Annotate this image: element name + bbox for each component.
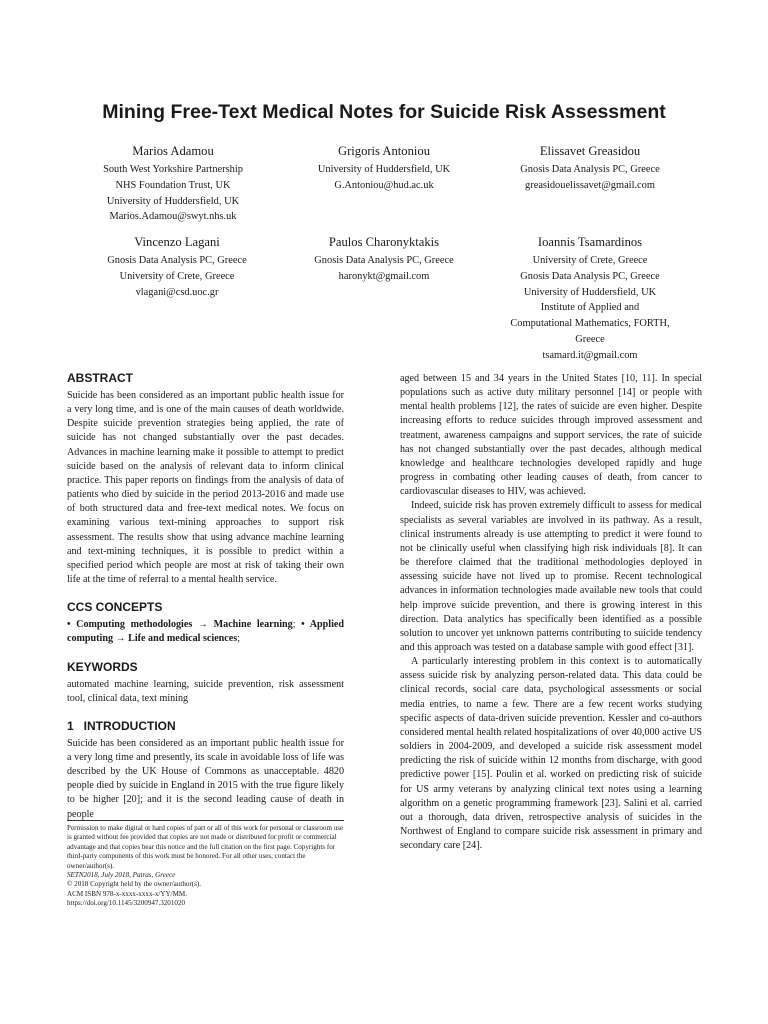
doi-link[interactable]: https://doi.org/10.1145/3200947.3201020 (67, 899, 186, 908)
keywords-heading: KEYWORDS (67, 659, 138, 674)
author-block (57, 233, 297, 300)
author-name: Ioannis Tsamardinos (537, 235, 643, 249)
author-affiliation: Gnosis Data Analysis PC, Greece (520, 270, 660, 282)
author-affiliation: University of Crete, Greece (532, 255, 648, 266)
ccs-heading: CCS CONCEPTS (67, 600, 163, 615)
abstract-heading: ABSTRACT (67, 371, 133, 385)
left-column (67, 370, 344, 822)
intro-paragraph: Indeed, suicide risk has proven extremely difficult to assess for medical specialists as several variables are involved in its pathway. As a result, clinical instruments already is use attempting to predict it were found to not be clinically useful when classifying high risk individuals [8]. It can be therefore claimed that the traditional methodologies deployed in assessing suicide have not lived up to promise. Recent technological advances in information technologies made available new tools that could help improve suicide prevention, and there is growing interest in this direction. Data analytics has specifically been identified as a possible solution to uncover yet unknown patterns contributing to suicide tendency and this approach was tested on a database sample with good effect [31]. (400, 500, 702, 653)
right-column (400, 372, 702, 853)
isbn-line: ACM ISBN 978-x-xxxx-xxxx-x/YY/MM. (67, 889, 188, 898)
introduction-text: Suicide has been considered as an important public health issue for a very long time and presently, its scale in avoidable loss of life was described by the UK House of Commons as unacceptable. 4820 people died by suicide in England in 2015 with the true figure likely to be higher [20]; and it is the second leading cause of death in people (67, 737, 344, 820)
author-block (470, 142, 710, 194)
author-name: Marios Adamou (132, 144, 214, 158)
author-affiliation: Computational Mathematics, FORTH, (510, 318, 670, 330)
ccs-concept-1: • Computing methodologies → Machine learning (67, 619, 293, 631)
ccs-end: ; (237, 633, 240, 645)
author-name: Elissavet Greasidou (539, 144, 641, 158)
author-name: Paulos Charonyktakis (328, 235, 440, 249)
ccs-concepts (67, 618, 344, 646)
author-email: G.Antoniou@hud.ac.uk (334, 179, 434, 191)
permission-notice: Permission to make digital or hard copies of part or all of this work for personal or classroom use is granted without fee provided that copies are not made or distributed for profit or commercial advantage and that copies bear this notice and the full citation on the first page. Copyrights for third-party components of this work must be honored. For all other uses, contact the owner/author(s). (67, 824, 344, 870)
author-affiliation: Gnosis Data Analysis PC, Greece (520, 164, 660, 175)
author-affiliation: Greece (575, 333, 605, 345)
author-affiliation: Gnosis Data Analysis PC, Greece (107, 255, 247, 266)
keywords-text: automated machine learning, suicide prevention, risk assessment tool, clinical data, text mining (67, 678, 344, 704)
ccs-concept-2: • Applied computing → Life and medical sciences (67, 619, 344, 645)
author-affiliation: Gnosis Data Analysis PC, Greece (314, 255, 454, 266)
author-email: tsamard.it@gmail.com (542, 349, 638, 361)
author-block (53, 142, 293, 225)
author-block (264, 142, 504, 194)
abstract-text: Suicide has been considered as an important public health issue for a very long time, and is one of the main causes of death worldwide. Despite suicide prevention strategies being applied, the rate of suicide has not changed substantially over the past decades. Advances in machine learning make it possible to attempt to predict suicide based on the analysis of relevant data to inform clinical practice. This paper reports on findings from the analysis of data of patients who died by suicide in the period 2013-2016 and made use of both structured data and free-text medical notes. We focus on examining various text-mining approaches to support risk assessment. The results show that using advance machine learning and text-mining techniques, it is possible to predict within a specified period which people are most at risk of taking their own life at the time of referral to a mental health service. (67, 390, 344, 586)
author-block (470, 233, 710, 364)
author-email: Marios.Adamou@swyt.nhs.uk (109, 211, 237, 223)
author-affiliation: NHS Foundation Trust, UK (115, 179, 231, 191)
author-block (264, 233, 504, 285)
author-affiliation: University of Huddersfield, UK (106, 195, 240, 207)
intro-paragraph: aged between 15 and 34 years in the United States [10, 11]. In special populations such as active duty military personnel [14] or people with mental health problems [12], the rates of suicide are even higher. Despite increasing efforts to reduce suicides through improved assessment and treatment, awareness campaigns and support services, the rate of suicide has not changed substantially over the past decades, although medical knowledge and healthcare technologies developed rapidly and huge progress in combating other leading causes of death, from cancer to cardiovascular diseases to HIV, was achieved. (400, 373, 702, 498)
paper-title: Mining Free-Text Medical Notes for Suicide Risk Assessment (102, 101, 666, 123)
author-email: haronykt@gmail.com (338, 270, 430, 282)
author-affiliation: South West Yorkshire Partnership (103, 164, 243, 175)
introduction-heading: 1 INTRODUCTION (67, 718, 176, 733)
author-affiliation: University of Huddersfield, UK (317, 164, 451, 175)
author-name: Grigoris Antoniou (337, 144, 430, 158)
author-affiliation: University of Crete, Greece (119, 270, 235, 282)
copyright-footnote (67, 820, 344, 909)
copyright-line: © 2018 Copyright held by the owner/author(s). (67, 880, 202, 889)
intro-paragraph: A particularly interesting problem in this context is to automatically assess suicide risk by analyzing person-related data. This data could be clinical records, social care data, psychological assessments or social media entries, to name a few. There are a few recent works studying specific aspects of data-driven suicide prevention. Kessler and co-authors considered mental health related hospitalizations of over 40,000 active US soldiers in 2004-2009, and developed a suicide risk assessment model predicting the risk of suicide within 12 months from discharge, with good predictive power [15]. Poulin et al. worked on predicting risk of suicide for US army veterans by analyzing clinical text notes using a learning algorithm on a genetic programming framework [23]. Salini et al. carried out a thorough, data driven, retrospective analysis of suicides in the Northwest of England to compare suicide risk assessment in primary and secondary care [24]. (400, 656, 702, 852)
venue-line: SETN2018, July 2018, Patras, Greece (67, 871, 176, 880)
author-name: Vincenzo Lagani (134, 235, 220, 249)
author-affiliation: Institute of Applied and (540, 302, 640, 314)
author-email: vlagani@csd.uoc.gr (135, 286, 219, 298)
author-email: greasidouelissavet@gmail.com (525, 179, 655, 191)
author-affiliation: University of Huddersfield, UK (523, 286, 657, 298)
ccs-separator: ; (292, 619, 302, 631)
